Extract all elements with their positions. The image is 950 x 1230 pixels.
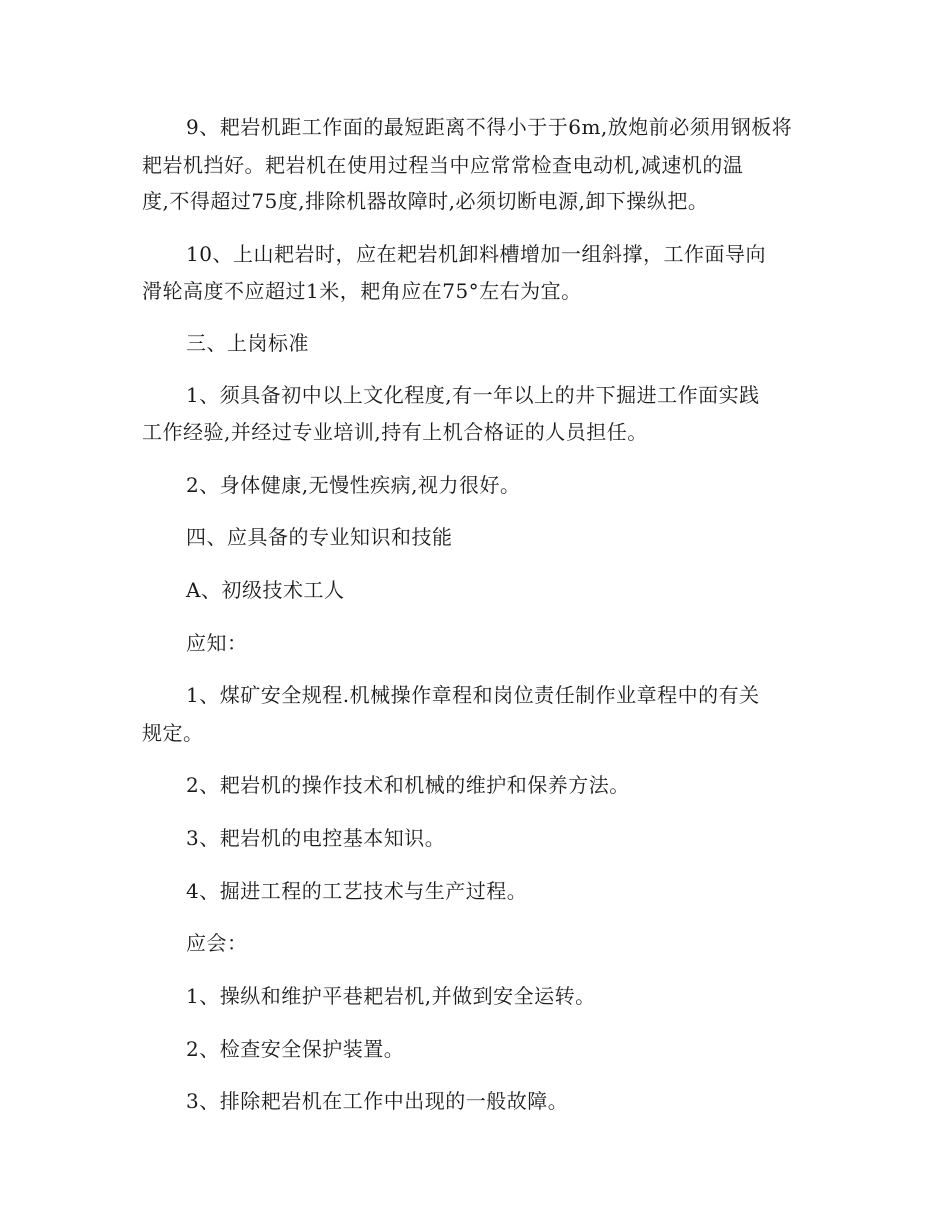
section-heading: 三、上岗标准 <box>186 331 309 355</box>
paragraph-line: 10、上山耙岩时，应在耙岩机卸料槽增加一组斜撑，工作面导向 <box>186 242 766 266</box>
paragraph-line: 1、操纵和维护平巷耙岩机,并做到安全运转。 <box>186 984 596 1008</box>
paragraph-line: 2、身体健康,无慢性疾病,视力很好。 <box>186 473 521 497</box>
paragraph-line: 4、掘进工程的工艺技术与生产过程。 <box>186 879 528 903</box>
paragraph-line: 工作经验,并经过专业培训,持有上机合格证的人员担任。 <box>142 420 648 444</box>
subsection-heading: 应知： <box>186 631 248 655</box>
paragraph-line: 3、耙岩机的电控基本知识。 <box>186 826 446 850</box>
paragraph-line: 1、须具备初中以上文化程度,有一年以上的井下掘进工作面实践 <box>186 383 760 407</box>
paragraph-line: 9、耙岩机距工作面的最短距离不得小于于6m,放炮前必须用钢板将 <box>186 115 793 139</box>
paragraph-line: 耙岩机挡好。耙岩机在使用过程当中应常常检查电动机,减速机的温 <box>142 153 744 177</box>
paragraph-line: 滑轮高度不应超过1米，耙角应在75°左右为宜。 <box>142 279 582 303</box>
paragraph-line: 2、检查安全保护装置。 <box>186 1037 405 1061</box>
paragraph-line: 规定。 <box>142 721 204 745</box>
paragraph-line: 度,不得超过75度,排除机器故障时,必须切断电源,卸下操纵把。 <box>142 189 709 213</box>
section-heading: 四、应具备的专业知识和技能 <box>186 525 453 549</box>
subsection-heading: A、初级技术工人 <box>186 578 345 602</box>
subsection-heading: 应会： <box>186 931 248 955</box>
paragraph-line: 3、排除耙岩机在工作中出现的一般故障。 <box>186 1089 569 1113</box>
paragraph-line: 1、煤矿安全规程.机械操作章程和岗位责任制作业章程中的有关 <box>186 683 760 707</box>
paragraph-line: 2、耙岩机的操作技术和机械的维护和保养方法。 <box>186 773 630 797</box>
